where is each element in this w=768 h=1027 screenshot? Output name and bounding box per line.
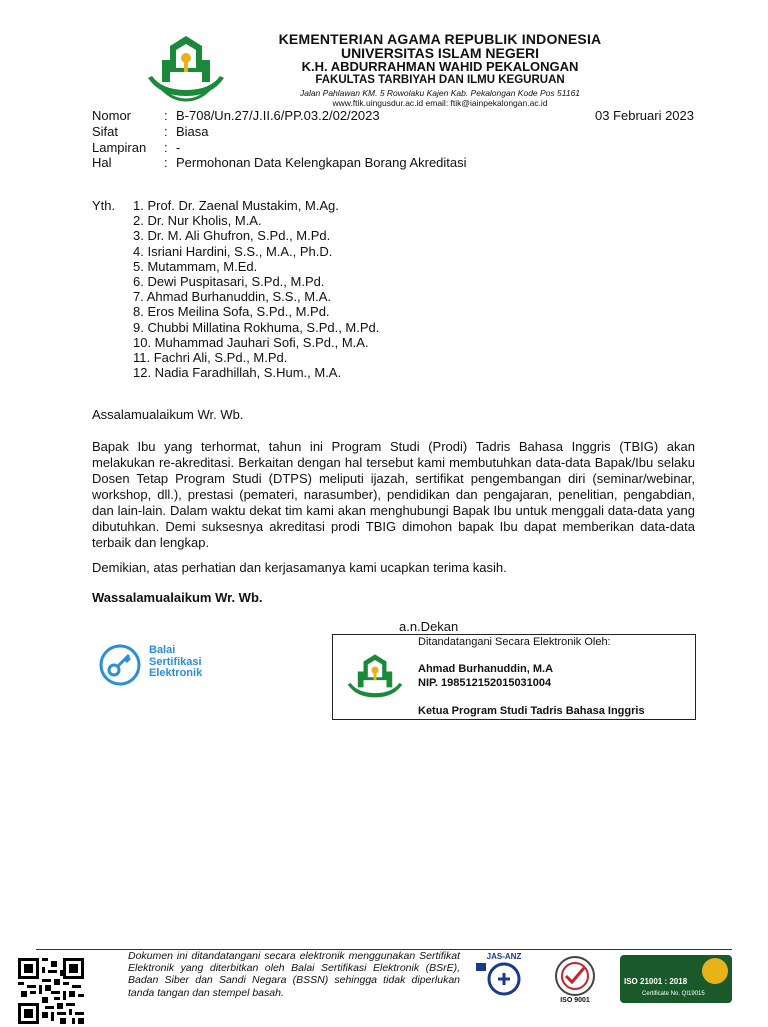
bsre-text-line2: Sertifikasi xyxy=(149,655,202,668)
greeting: Assalamualaikum Wr. Wb. xyxy=(92,407,244,422)
hal-row xyxy=(92,155,467,171)
on-behalf-label: a.n.Dekan xyxy=(399,619,459,634)
list-item: 2. Dr. Nur Kholis, M.A. xyxy=(133,213,262,229)
signed-by-label: Ditandatangani Secara Elektronik Oleh: xyxy=(418,636,611,648)
recipient-list xyxy=(133,198,379,380)
list-item: 3. Dr. M. Ali Ghufron, S.Pd., M.Pd. xyxy=(133,228,331,244)
iso-21001-badge xyxy=(620,955,732,1003)
thanks-paragraph: Demikian, atas perhatian dan kerjasamanya kami ucapkan terima kasih. xyxy=(92,560,507,575)
certificate-number: Certificate No. QI19015 xyxy=(642,991,705,997)
yth-label: Yth. xyxy=(92,198,116,213)
sifat-label: Sifat xyxy=(92,124,119,139)
signer-name: Ahmad Burhanuddin, M.A xyxy=(418,663,554,675)
nomor-value: B-708/Un.27/J.II.6/PP.03.2/02/2023 xyxy=(176,108,380,123)
iso-9001-label: ISO 9001 xyxy=(560,997,590,1004)
closing-salutation: Wassalamualaikum Wr. Wb. xyxy=(92,590,263,605)
hal-value: Permohonan Data Kelengkapan Borang Akreditasi xyxy=(176,155,467,170)
university-name: UNIVERSITAS ISLAM NEGERI xyxy=(340,45,540,61)
list-item: 5. Mutammam, M.Ed. xyxy=(133,258,258,274)
signer-nip: NIP. 198512152015031004 xyxy=(418,677,552,689)
signer-position: Ketua Program Studi Tadris Bahasa Inggris xyxy=(418,705,645,717)
address: Jalan Pahlawan KM. 5 Rowolaku Kajen Kab. Pekalongan Kode Pos 51161 xyxy=(299,88,581,98)
list-item: 1. Prof. Dr. Zaenal Mustakim, M.Ag. xyxy=(133,198,339,213)
university-name-line2: K.H. ABDURRAHMAN WAHID PEKALONGAN xyxy=(301,59,579,74)
body-paragraph: Bapak Ibu yang terhormat, tahun ini Program Studi (Prodi) Tadris Bahasa Inggris (TBIG) akan melakukan re-akreditasi. Berkaitan dengan hal tersebut kami membutuhkan data-data Bapak/Ibu selaku Dosen Tetap Program Studi (DTPS) meliputi ijazah, sertifikat pengembangan diri (seminar/webinar, workshop, dll.), prestasi (pemateri, narasumber), pendidikan dan pengajaran, penelitian, pengabdian, dan lain-lain. Dalam waktu dekat tim kami akan menghubungi Bapak Ibu untuk menggali data-data yang dibutuhkan. Demi suksesnya akreditasi prodi TBIG dimohon bapak Ibu dapat memberikan data-data terbaik dan lengkap. xyxy=(92,439,695,550)
colon: : xyxy=(164,140,168,155)
nomor-row xyxy=(92,108,380,124)
bsre-logo xyxy=(99,644,229,686)
lampiran-label: Lampiran xyxy=(92,140,147,155)
list-item: 7. Ahmad Burhanuddin, S.S., M.A. xyxy=(133,289,332,305)
signature-logo xyxy=(342,650,408,706)
website-email: www.ftik.uingusdur.ac.id email: ftik@iainpekalongan.ac.id xyxy=(332,98,548,108)
list-item: 8. Eros Meilina Sofa, S.Pd., M.Pd. xyxy=(133,304,330,320)
letter-date: 03 Februari 2023 xyxy=(594,108,694,123)
qr-code xyxy=(18,958,84,1024)
footer-disclaimer: Dokumen ini ditandatangani secara elektronik menggunakan Sertifikat Elektronik yang diterbitkan oleh Balai Sertifikasi Elektronik (BSrE), Badan Siber dan Sandi Negara (BSSN) sehingga tidak diperlukan tanda tangan dan stempel basah. xyxy=(128,950,460,999)
colon: : xyxy=(164,155,168,170)
bsre-text-line1: Balai xyxy=(149,644,176,656)
lampiran-value: - xyxy=(176,140,181,155)
list-item: 4. Isriani Hardini, S.S., M.A., Ph.D. xyxy=(133,243,333,259)
ministry-name: KEMENTERIAN AGAMA REPUBLIK INDONESIA xyxy=(278,31,602,47)
list-item: 9. Chubbi Millatina Rokhuma, S.Pd., M.Pd. xyxy=(133,319,380,335)
bsre-text-line3: Elektronik xyxy=(149,667,203,679)
hal-label: Hal xyxy=(92,155,112,170)
lampiran-row xyxy=(92,140,180,156)
list-item: 10. Muhammad Jauhari Sofi, S.Pd., M.A. xyxy=(133,334,369,350)
colon: : xyxy=(164,124,168,139)
sifat-row xyxy=(92,124,209,140)
university-logo xyxy=(140,34,232,104)
jas-anz-label: JAS-ANZ xyxy=(486,952,522,961)
faculty-name: FAKULTAS TARBIYAH DAN ILMU KEGURUAN xyxy=(315,74,565,86)
colon: : xyxy=(164,108,168,123)
iso-9001-badge xyxy=(548,955,602,1005)
nomor-label: Nomor xyxy=(92,108,132,123)
decra-emblem-icon xyxy=(702,958,728,984)
bsre-key-icon xyxy=(99,644,141,686)
list-item: 6. Dewi Puspitasari, S.Pd., M.Pd. xyxy=(133,274,325,290)
jas-anz-logo xyxy=(472,952,536,1006)
list-item: 11. Fachri Ali, S.Pd., M.Pd. xyxy=(133,350,288,366)
iso-21001-label: ISO 21001 : 2018 xyxy=(624,977,688,986)
sifat-value: Biasa xyxy=(176,124,209,139)
list-item: 12. Nadia Faradhillah, S.Hum., M.A. xyxy=(133,365,342,381)
